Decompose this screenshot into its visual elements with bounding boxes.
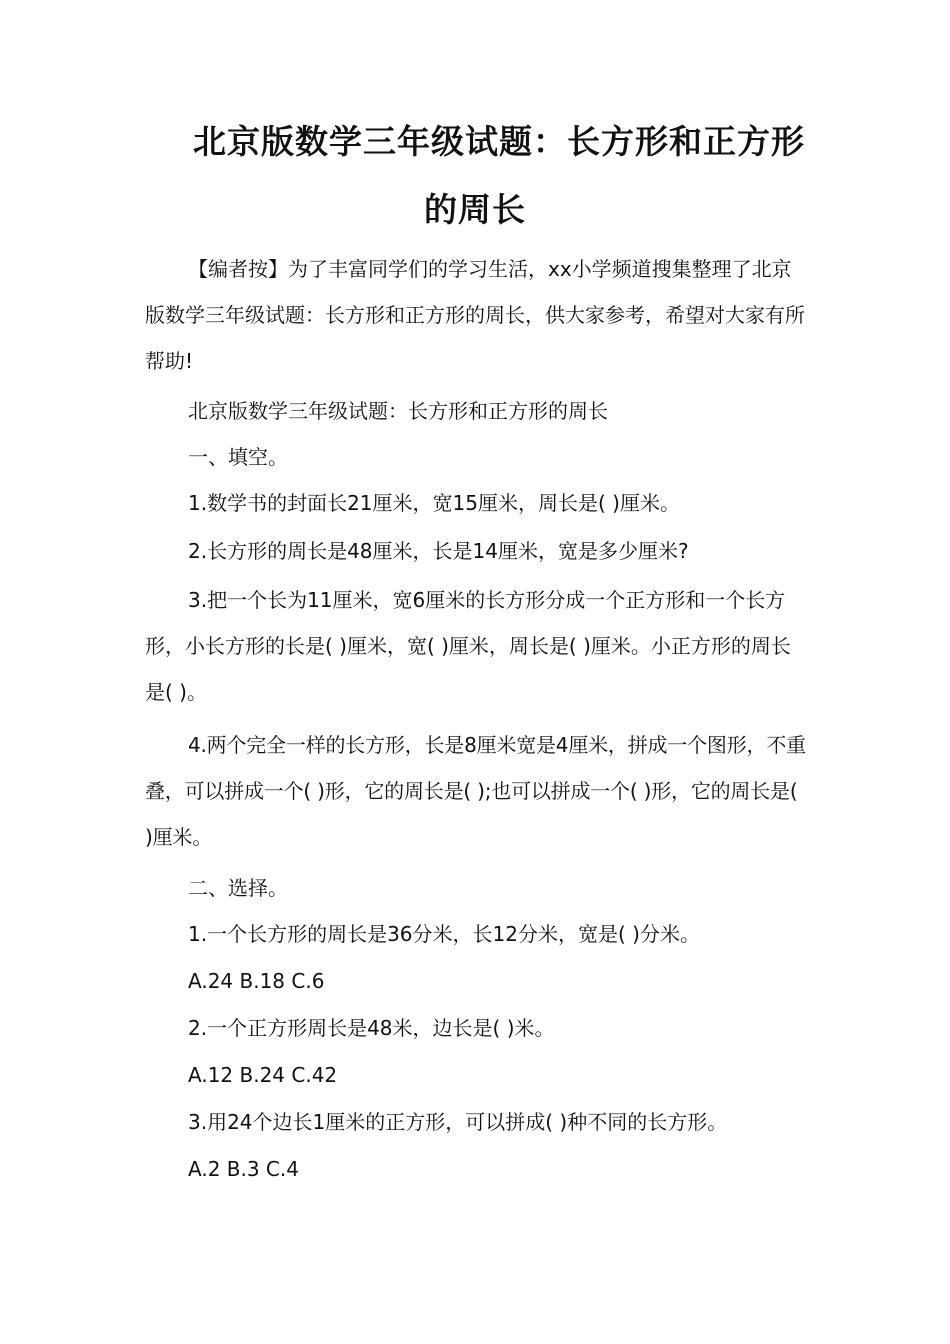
document-title-line1: 北京版数学三年级试题：长方形和正方形 bbox=[193, 122, 805, 161]
section2-question-1: 1.一个长方形的周长是36分米，长12分米，宽是( )分米。 bbox=[188, 922, 700, 946]
section1-question-4: 4.两个完全一样的长方形，长是8厘米宽是4厘米，拼成一个图形，不重叠，可以拼成一个( )形，它的周长是( );也可以拼成一个( )形，它的周长是( )厘米。 bbox=[145, 733, 806, 849]
section1-question-3: 3.把一个长为11厘米，宽6厘米的长方形分成一个正方形和一个长方形，小长方形的长是( )厘米，宽( )厘米，周长是( )厘米。小正方形的周长是( )。 bbox=[145, 588, 791, 704]
section2-heading: 二、选择。 bbox=[188, 876, 288, 900]
section2-question-2: 2.一个正方形周长是48米，边长是( )米。 bbox=[188, 1016, 555, 1040]
section2-question-1-options: A.24 B.18 C.6 bbox=[188, 969, 325, 993]
section1-question-1: 1.数学书的封面长21厘米，宽15厘米，周长是( )厘米。 bbox=[188, 491, 680, 515]
section1-heading: 一、填空。 bbox=[188, 445, 288, 469]
subtitle: 北京版数学三年级试题：长方形和正方形的周长 bbox=[188, 399, 608, 423]
section2-question-2-options: A.12 B.24 C.42 bbox=[188, 1063, 338, 1087]
section2-question-3: 3.用24个边长1厘米的正方形，可以拼成( )种不同的长方形。 bbox=[188, 1110, 728, 1134]
document-title-line2: 的周长 bbox=[424, 190, 526, 229]
editor-note: 【编者按】为了丰富同学们的学习生活，xx小学频道搜集整理了北京版数学三年级试题：长方形和正方形的周长，供大家参考，希望对大家有所帮助! bbox=[145, 257, 805, 373]
section2-question-3-options: A.2 B.3 C.4 bbox=[188, 1157, 299, 1181]
section1-question-2: 2.长方形的周长是48厘米，长是14厘米，宽是多少厘米? bbox=[188, 539, 689, 563]
